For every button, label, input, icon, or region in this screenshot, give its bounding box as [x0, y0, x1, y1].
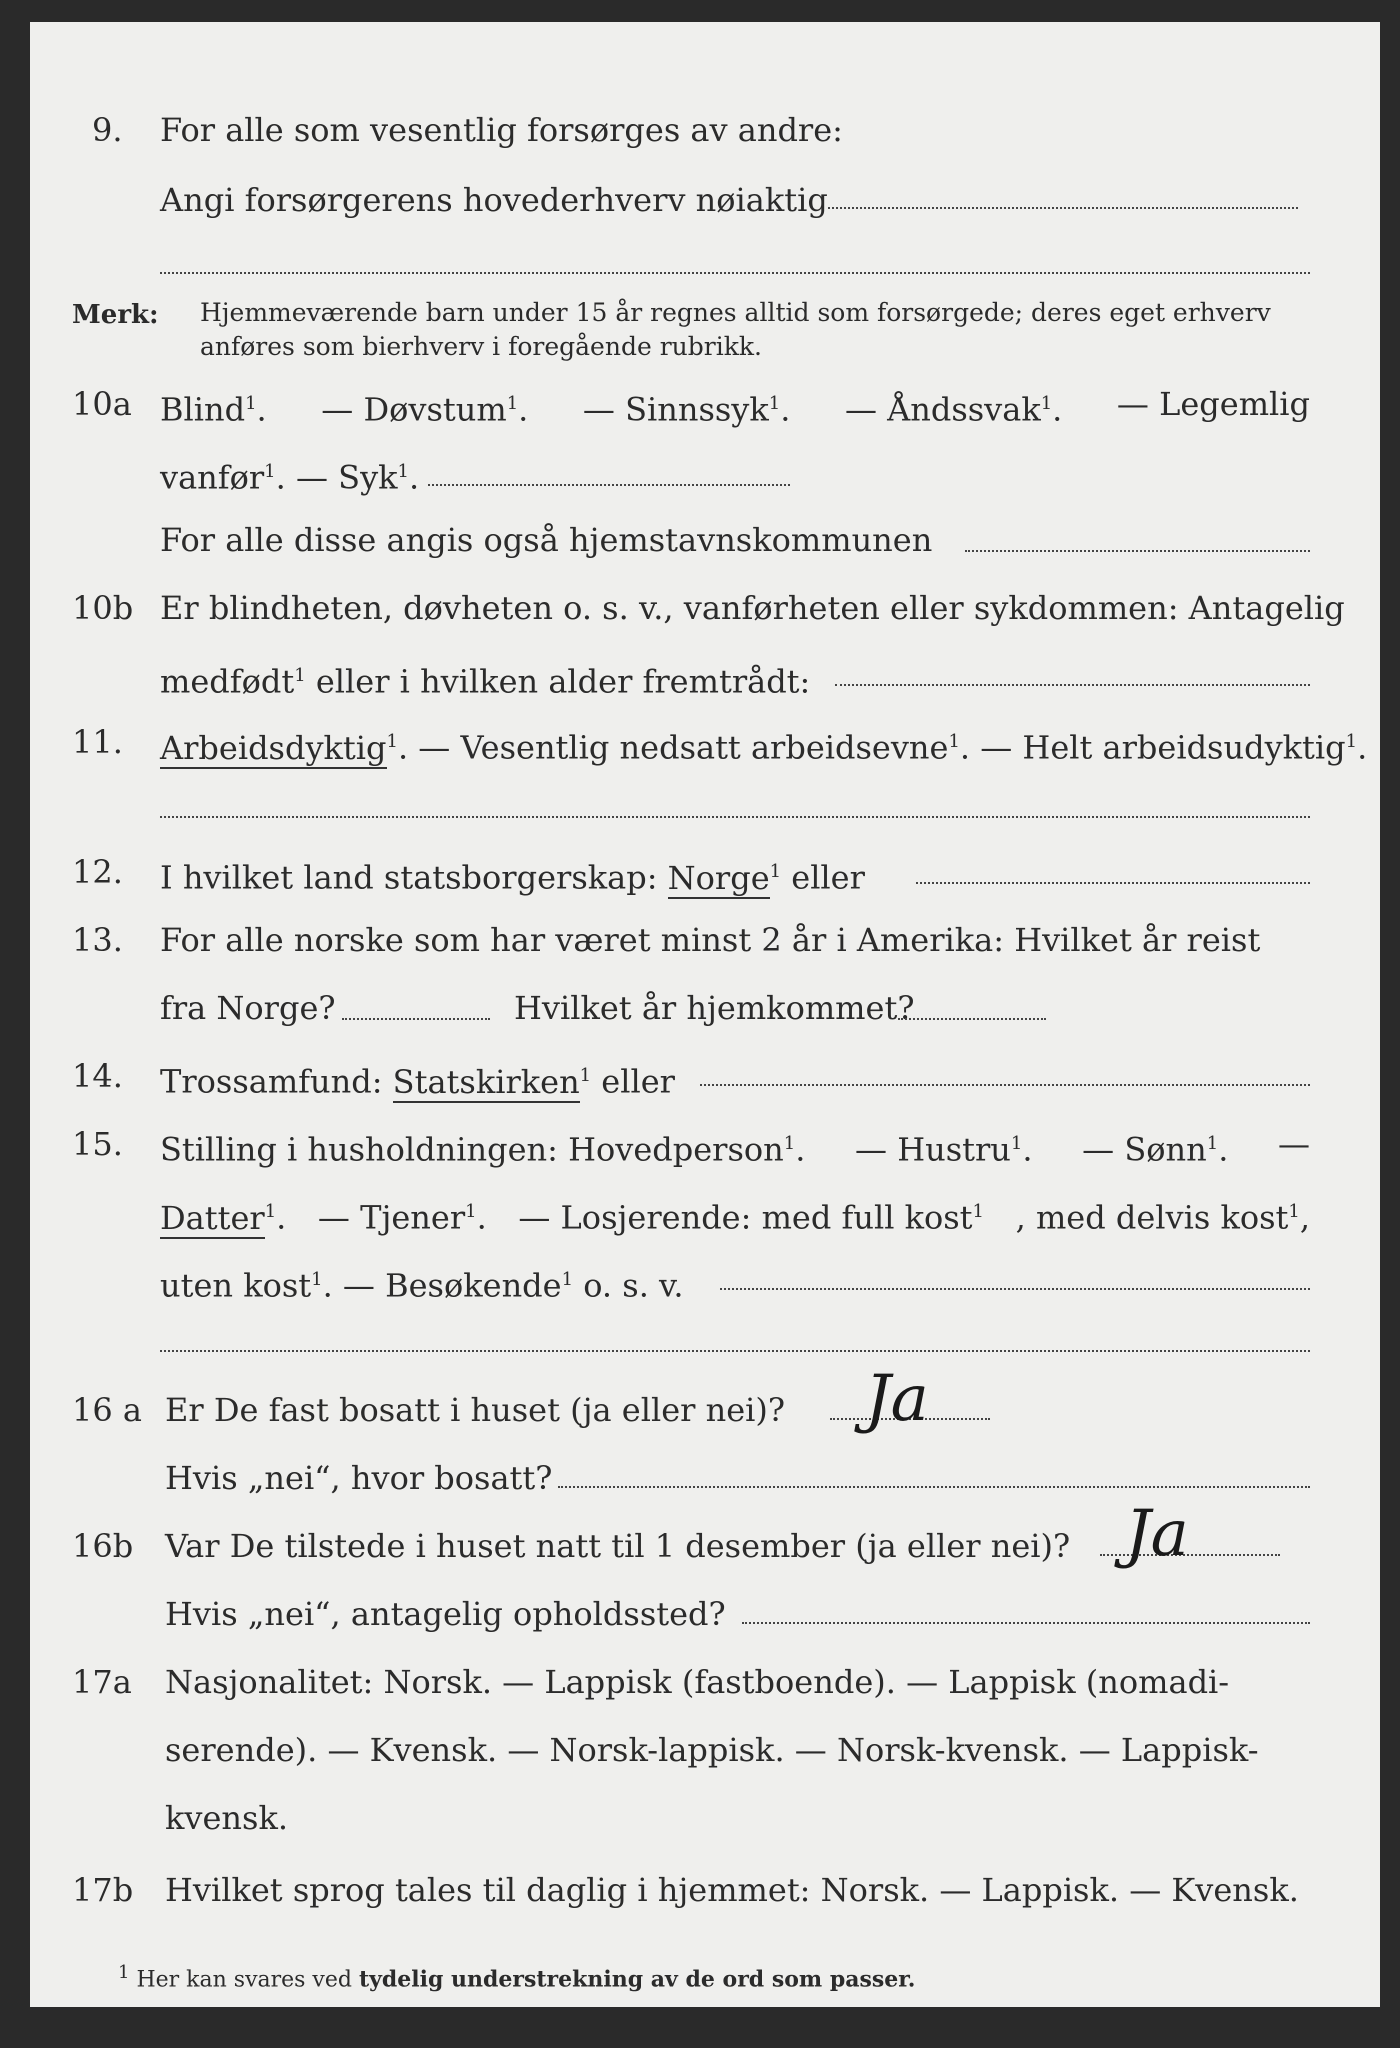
q14-text: Trossamfund: [160, 1062, 383, 1101]
q16a-number: 16 a [72, 1391, 142, 1429]
q17a-line2[interactable]: serende). — Kvensk. — Norsk-lappisk. — Norsk-kvensk. — Lappisk- [165, 1731, 1259, 1769]
q15-osv: o. s. v. [583, 1266, 684, 1305]
q13-number: 13. [72, 921, 123, 959]
q16b-handwritten-answer[interactable]: Ja [1125, 1497, 1189, 1571]
q12-answer-line[interactable] [916, 882, 1310, 884]
q16b-line1: Var De tilstede i huset natt til 1 desember (ja eller nei)? [165, 1527, 1071, 1565]
q16a-handwritten-answer[interactable]: Ja [865, 1362, 929, 1436]
q11-number: 11. [72, 723, 123, 761]
q10a-line3: For alle disse angis også hjemstavnskommunen [160, 521, 933, 559]
q10b-answer-line[interactable] [835, 684, 1310, 686]
q15-line3: uten kost$^1$. — Besøkende$^1$ o. s. v. [160, 1266, 684, 1305]
q9-line1: For alle som vesentlig forsørges av andre: [160, 111, 843, 149]
q14-answer-line[interactable] [700, 1084, 1310, 1086]
option-besokende[interactable]: — Besøkende [342, 1266, 562, 1305]
q15-line1 [160, 1124, 1310, 1170]
q10a-line2: vanfør$^1$. — Syk$^1$. [160, 458, 420, 497]
q17a-line1[interactable]: Nasjonalitet: Norsk. — Lappisk (fastboende). — Lappisk (nomadi- [165, 1663, 1230, 1701]
option-norge[interactable]: Norge [667, 858, 770, 897]
option-statskirken[interactable]: Statskirken [392, 1062, 580, 1101]
option-medfodt[interactable]: medfødt [160, 662, 295, 701]
census-form-page [30, 22, 1380, 2007]
q17b-number: 17b [72, 1871, 134, 1909]
option-sonn[interactable]: — Sønn$^1$. [1082, 1130, 1229, 1169]
option-datter[interactable]: Datter$^1$. [160, 1198, 287, 1237]
option-tjener[interactable]: — Tjener$^1$. [317, 1198, 487, 1237]
option-full-kost[interactable]: — Losjerende: med full kost$^1$ [518, 1198, 984, 1237]
footnote [118, 1962, 915, 1992]
q10a-syk-answer-line[interactable] [428, 484, 790, 486]
q16b-number: 16b [72, 1527, 134, 1565]
q10b-line2: medfødt$^1$ eller i hvilken alder fremtrådt: [160, 662, 811, 701]
q16a-bosatt-answer-line[interactable] [558, 1486, 1310, 1488]
q12-line: I hvilket land statsborgerskap: Norge$^1$ eller [160, 858, 865, 897]
q15-number: 15. [72, 1125, 123, 1163]
q9-answer-line[interactable] [828, 207, 1298, 209]
q10a-line1 [160, 384, 1310, 430]
q16a-line1: Er De fast bosatt i huset (ja eller nei)? [165, 1391, 786, 1429]
option-vanfor[interactable]: vanfør [160, 458, 265, 497]
q13-hjemkommet-answer-line[interactable] [898, 1018, 1046, 1020]
q12-text: I hvilket land statsborgerskap: [160, 858, 658, 897]
option-dovstum[interactable]: — Døvstum$^1$. [321, 390, 529, 429]
option-sinnssyk[interactable]: — Sinnssyk$^1$. [582, 390, 791, 429]
q15-answer-line[interactable] [720, 1288, 1310, 1290]
q15-answer-line-2[interactable] [160, 1350, 1310, 1352]
q11-line1: Arbeidsdyktig$^1$. — Vesentlig nedsatt arbeidsevne$^1$. — Helt arbeidsudyktig$^1$. [160, 728, 1368, 767]
q16a-line2: Hvis „nei“, hvor bosatt? [165, 1459, 553, 1497]
q16b-opholdssted-answer-line[interactable] [742, 1622, 1310, 1624]
option-hovedperson[interactable]: Stilling i husholdningen: Hovedperson$^1$. [160, 1130, 806, 1169]
q14-eller: eller [601, 1062, 675, 1101]
q9-number: 9. [92, 111, 123, 149]
option-nedsatt[interactable]: — Vesentlig nedsatt arbeidsevne [418, 728, 949, 767]
q9-line2: Angi forsørgerens hovederhverv nøiaktig [160, 181, 828, 219]
q10a-kommune-answer-line[interactable] [965, 550, 1310, 552]
merk-label: Merk: [72, 300, 159, 330]
option-delvis-kost[interactable]: , med delvis kost$^1$, [1015, 1198, 1310, 1237]
merk-line2: anføres som bierhverv i foregående rubrikk. [200, 332, 762, 361]
footnote-text: Her kan svares ved [136, 1967, 352, 1993]
q13-line2a: fra Norge? [160, 989, 336, 1027]
option-uten-kost[interactable]: uten kost [160, 1266, 312, 1305]
q11-answer-line[interactable] [160, 816, 1310, 818]
option-andssvak[interactable]: — Åndssvak$^1$. [844, 390, 1063, 429]
q12-eller: eller [791, 858, 865, 897]
footnote-bold: tydelig understrekning av de ord som passer. [358, 1966, 916, 1993]
q10b-alder-text: eller i hvilken alder fremtrådt: [315, 662, 811, 701]
q10b-number: 10b [72, 589, 134, 627]
q9-answer-line-2[interactable] [160, 272, 1310, 274]
option-legemlig[interactable]: — Legemlig [1116, 385, 1310, 423]
q12-number: 12. [72, 853, 123, 891]
option-hustru[interactable]: — Hustru$^1$. [855, 1130, 1033, 1169]
q10a-number: 10a [72, 385, 132, 423]
footnote-mark: 1 [118, 1962, 130, 1983]
q17a-line3[interactable]: kvensk. [165, 1799, 288, 1837]
q17a-number: 17a [72, 1663, 132, 1701]
option-udyktig[interactable]: — Helt arbeidsudyktig [980, 728, 1346, 767]
q17b-line1[interactable]: Hvilket sprog tales til daglig i hjemmet: Norsk. — Lappisk. — Kvensk. [165, 1871, 1299, 1909]
q14-line: Trossamfund: Statskirken$^1$ eller [160, 1062, 675, 1101]
q13-line2b: Hvilket år hjemkommet? [514, 989, 915, 1027]
q15-line2 [160, 1192, 1310, 1238]
q10b-line1: Er blindheten, døvheten o. s. v., vanførheten eller sykdommen: Antagelig [160, 589, 1345, 627]
q13-reist-answer-line[interactable] [342, 1018, 490, 1020]
option-syk[interactable]: — Syk [295, 458, 398, 497]
q15-dash: — [1278, 1125, 1310, 1163]
option-blind[interactable]: Blind$^1$. [160, 390, 267, 429]
option-arbeidsdyktig[interactable]: Arbeidsdyktig [160, 728, 387, 767]
q16b-line2: Hvis „nei“, antagelig opholdssted? [165, 1595, 726, 1633]
q14-number: 14. [72, 1057, 123, 1095]
q13-line1: For alle norske som har været minst 2 år i Amerika: Hvilket år reist [160, 921, 1261, 959]
merk-line1: Hjemmeværende barn under 15 år regnes alltid som forsørgede; deres eget erhverv [200, 298, 1271, 327]
